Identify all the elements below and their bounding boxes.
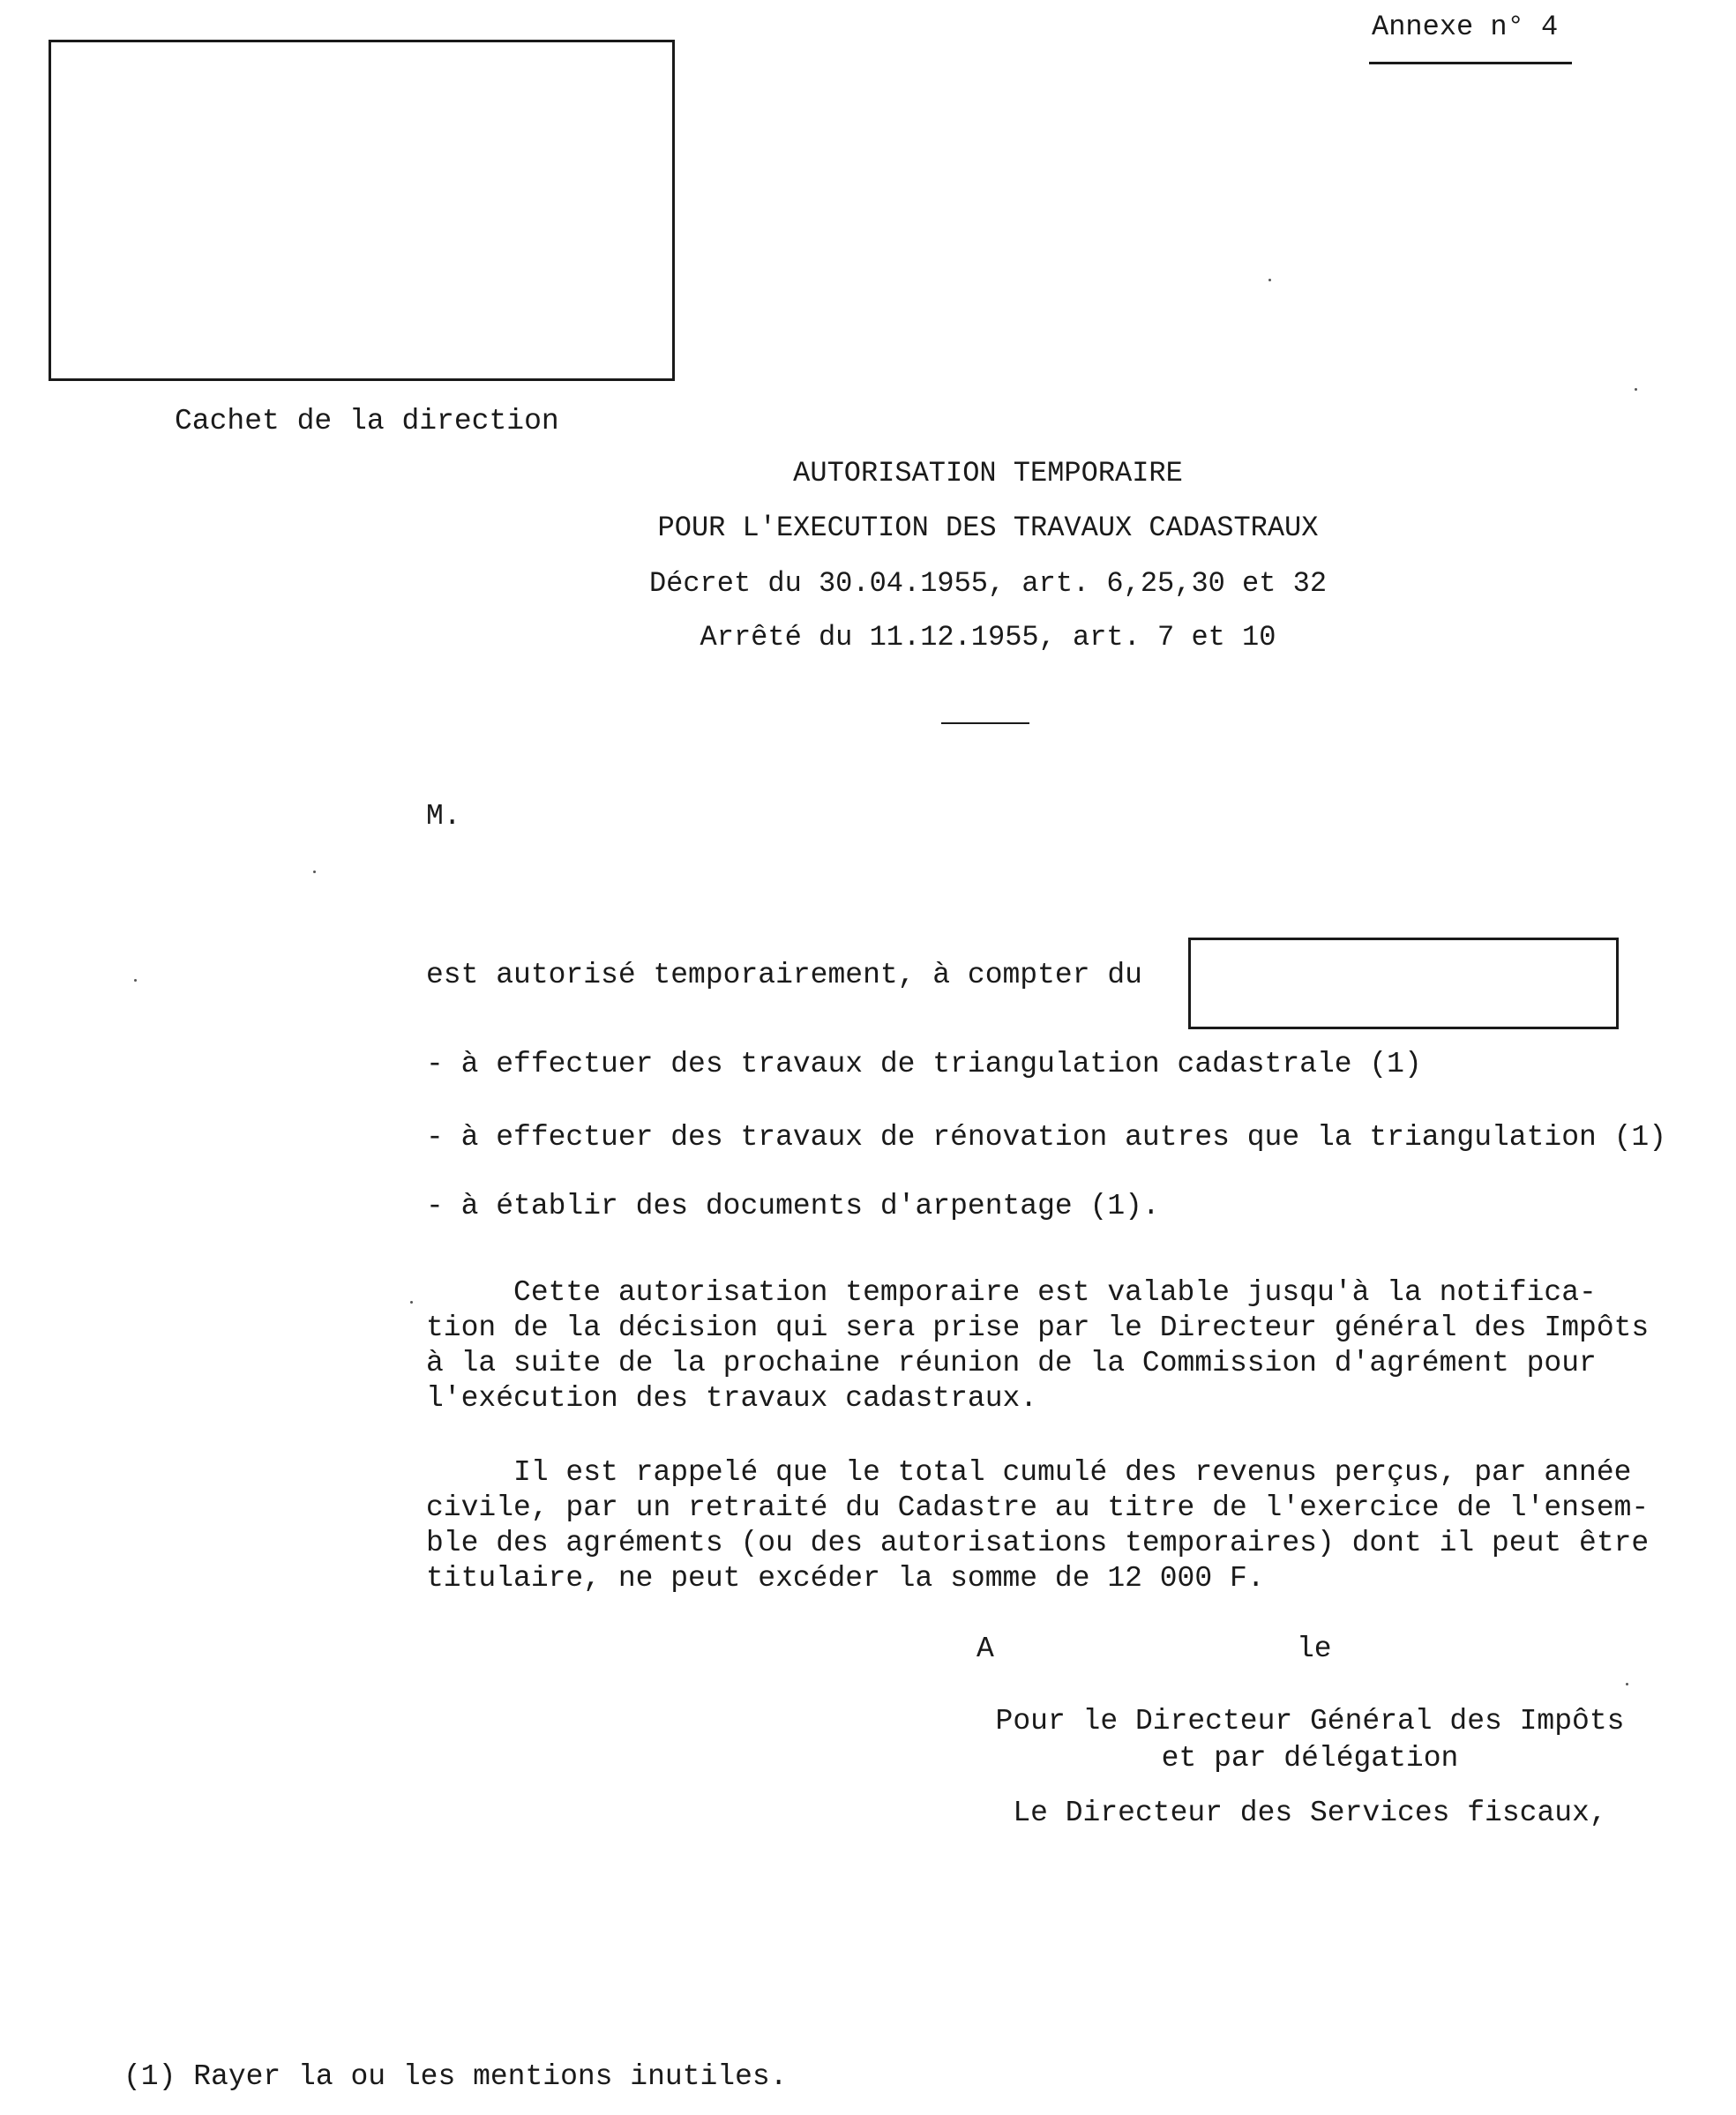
scan-speck — [1626, 1683, 1628, 1685]
start-date-field[interactable] — [1188, 938, 1619, 1029]
order-reference: Arrêté du 11.12.1955, art. 7 et 10 — [700, 621, 1276, 654]
signature-place: A — [976, 1633, 994, 1665]
authorization-intro: est autorisé temporairement, à compter du — [426, 959, 1142, 991]
title-divider — [941, 722, 1029, 724]
signatory-line-2: et par délégation — [1161, 1742, 1459, 1775]
recipient-label: M. — [426, 800, 461, 833]
signatory-title: Le Directeur des Services fiscaux, — [1013, 1797, 1607, 1829]
validity-paragraph: Cette autorisation temporaire est valable jusqu'à la notifica- tion de la décision qui sera prise par le Directeur général des Impôts à la suite de la prochaine réunion de la Commission d'agrément pour l'exécution des travaux cadastraux. — [426, 1276, 1650, 1415]
income-limit-paragraph: Il est rappelé que le total cumulé des revenus perçus, par année civile, par un retraité du Cadastre au titre de l'exercice de l'ensem- ble des agréments (ou des autorisations temporaires) dont il peut être titulaire, ne peut excéder la somme de 12 000 F. — [426, 1456, 1650, 1595]
authorization-item-renovation: - à effectuer des travaux de rénovation autres que la triangulation (1) — [426, 1121, 1667, 1154]
authorization-item-surveying: - à établir des documents d'arpentage (1). — [426, 1190, 1160, 1222]
title-line-1: AUTORISATION TEMPORAIRE — [793, 457, 1183, 490]
scan-speck — [313, 871, 316, 873]
annex-underline — [1369, 62, 1572, 64]
stamp-box[interactable] — [49, 40, 675, 381]
stamp-caption: Cachet de la direction — [175, 405, 559, 437]
footnote: (1) Rayer la ou les mentions inutiles. — [123, 2060, 788, 2093]
annex-label: Annexe n° 4 — [1372, 11, 1559, 43]
scan-speck — [1635, 388, 1637, 391]
title-line-2: POUR L'EXECUTION DES TRAVAUX CADASTRAUX — [657, 512, 1319, 544]
signatory-line-1: Pour le Directeur Général des Impôts — [995, 1705, 1625, 1738]
scan-speck — [134, 979, 137, 982]
authorization-item-triangulation: - à effectuer des travaux de triangulation cadastrale (1) — [426, 1048, 1422, 1080]
signature-date: le — [1297, 1633, 1332, 1665]
scan-speck — [410, 1301, 413, 1304]
decree-reference: Décret du 30.04.1955, art. 6,25,30 et 32 — [648, 567, 1328, 600]
scan-speck — [1268, 279, 1271, 281]
